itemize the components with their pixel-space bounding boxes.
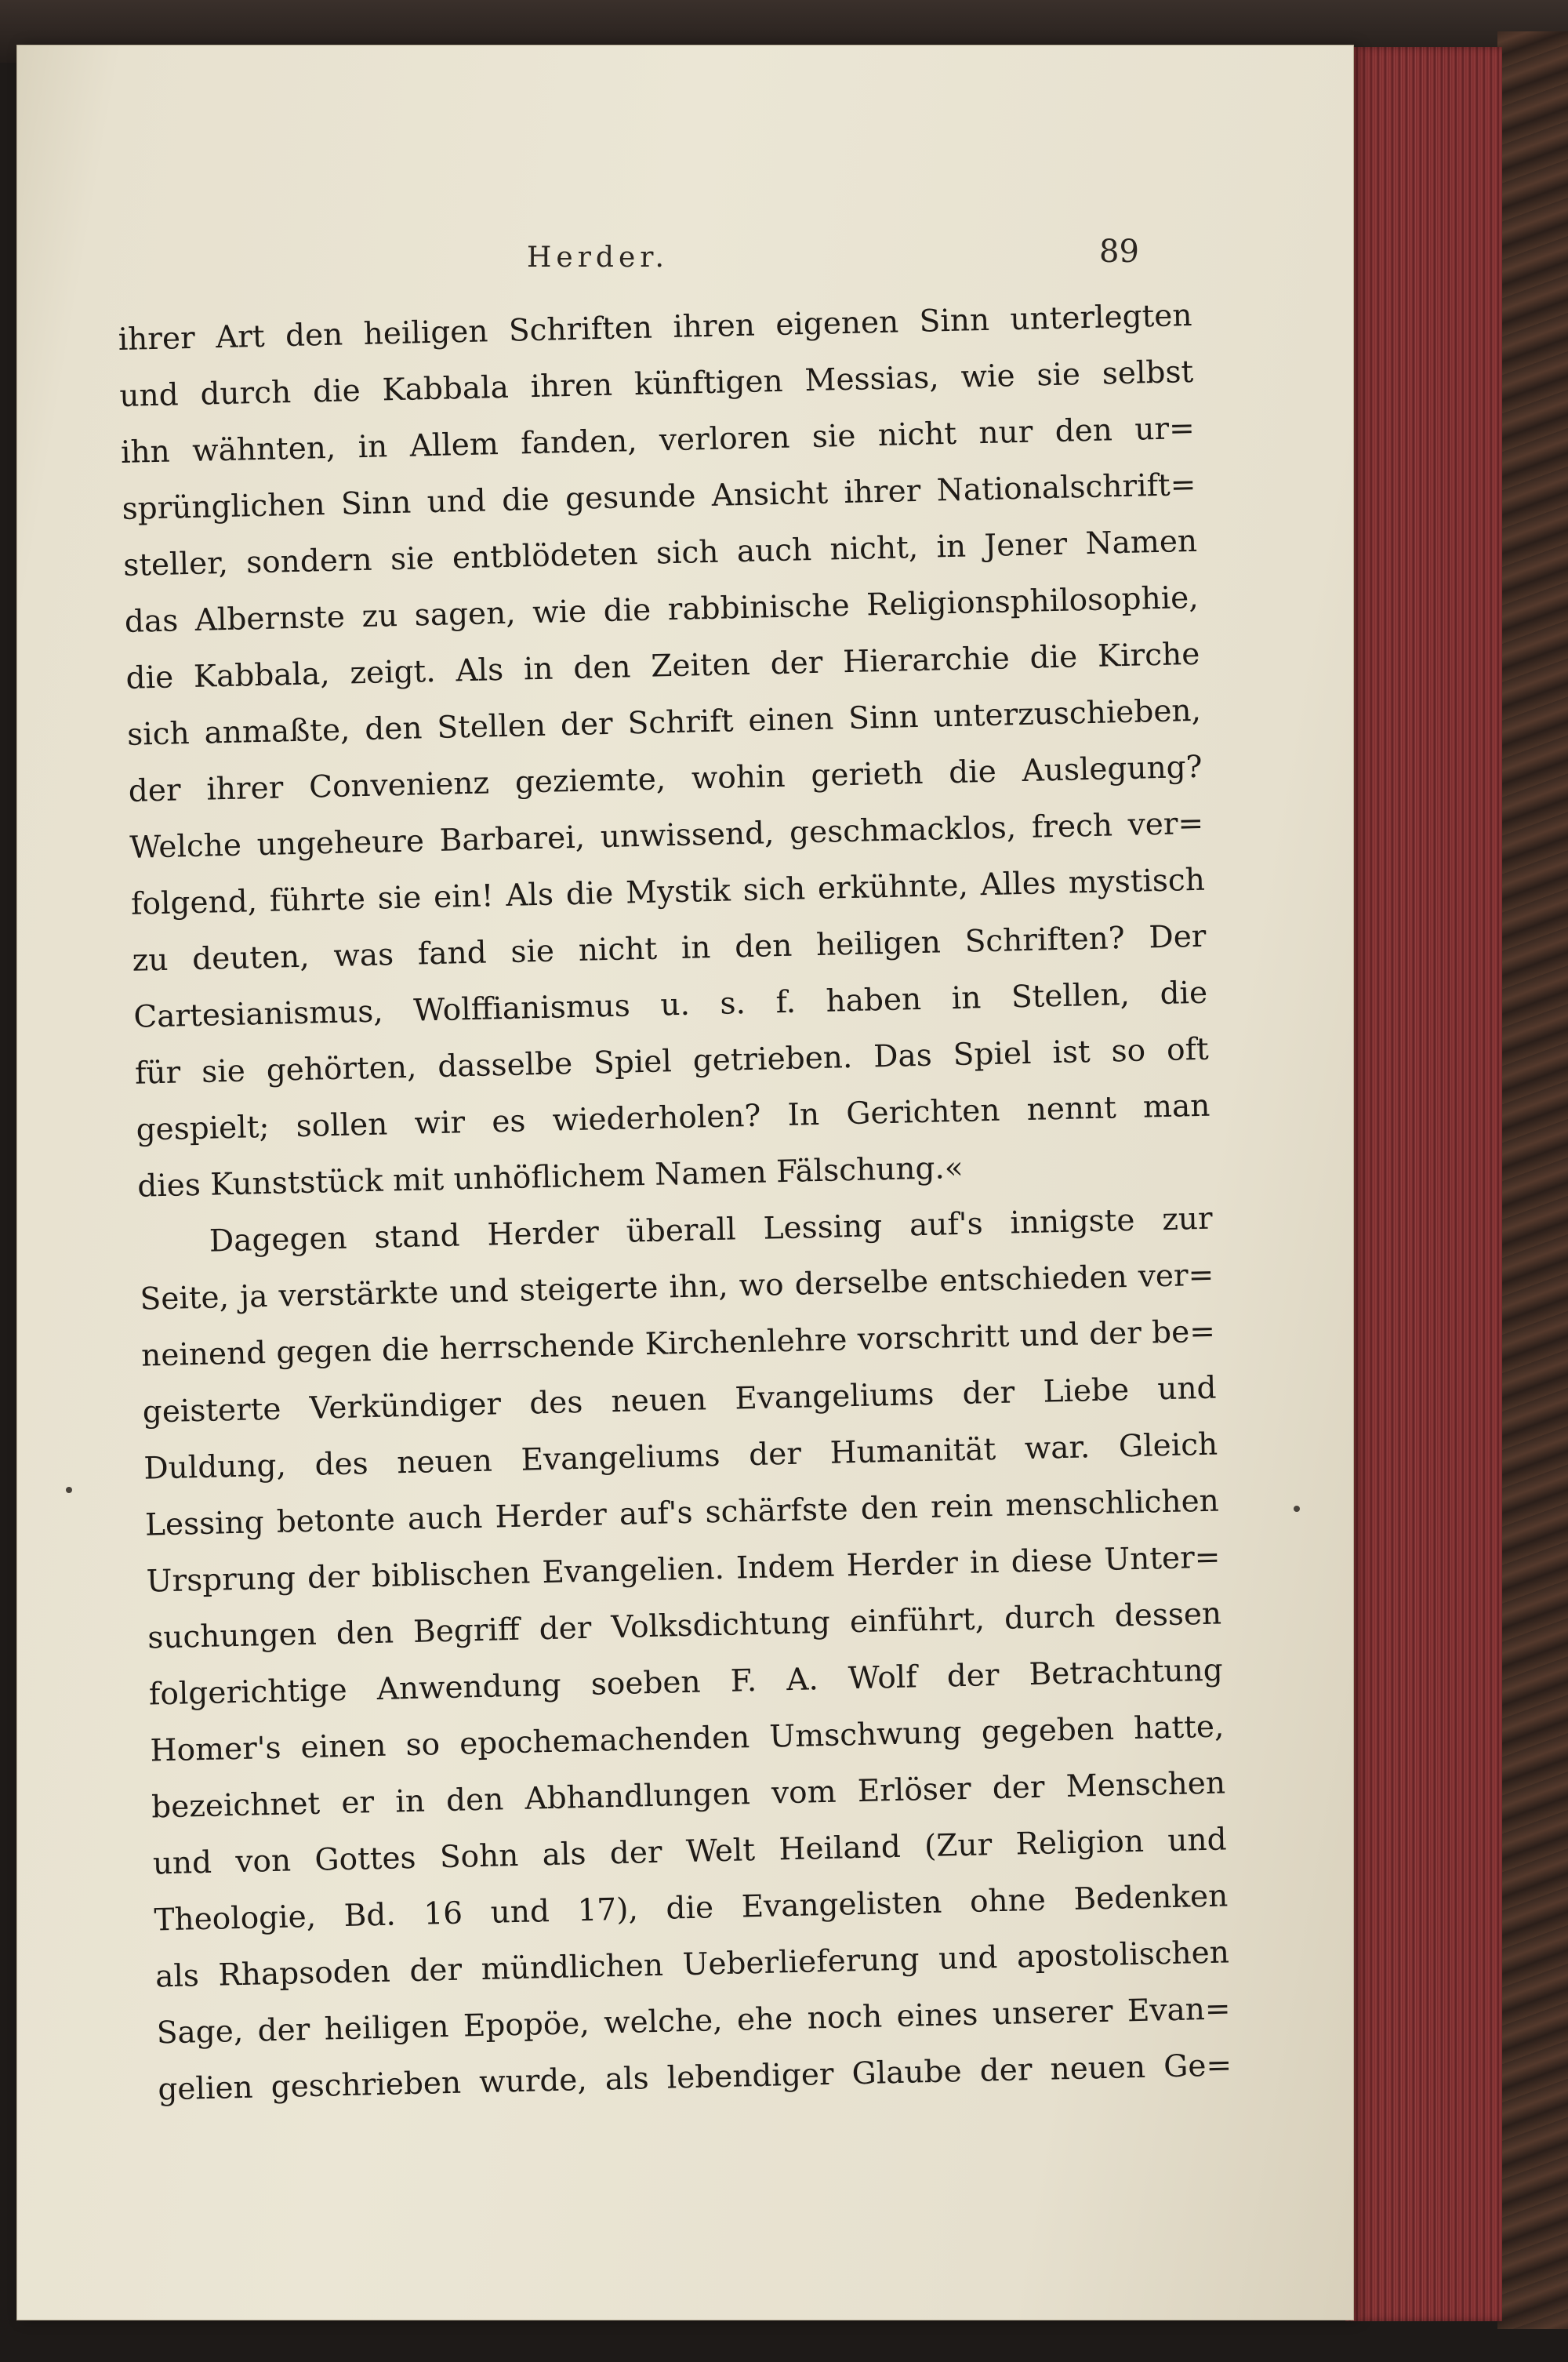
text-line: und von Gottes Sohn als der Welt Heiland (Zur Religion und <box>152 1822 1228 1882</box>
text-line: der ihrer Convenienz geziemte, wohin gerieth die Auslegung? <box>128 749 1203 809</box>
text-line: sich anmaßte, den Stellen der Schrift einen Sinn unterzuschieben, <box>126 692 1202 753</box>
text-line: die Kabbala, zeigt. Als in den Zeiten der Hierarchie die Kirche <box>125 636 1200 696</box>
text-line: und durch die Kabbala ihren künftigen Messias, wie sie selbst <box>118 354 1194 414</box>
text-line: gelien geschrieben wurde, als lebendiger Glaube der neuen Ge= <box>157 2048 1232 2108</box>
text-line: dies Kunststück mit unhöflichem Namen Fälschung.« <box>136 1150 964 1205</box>
paper-speck <box>66 1487 72 1493</box>
text-line: das Albernste zu sagen, wie die rabbinische Religionsphilosophie, <box>124 580 1200 640</box>
text-line: für sie gehörten, dasselbe Spiel getrieben. Das Spiel ist so oft <box>134 1031 1210 1092</box>
text-line: Dagegen stand Herder überall Lessing auf's innigste zur <box>209 1201 1214 1259</box>
text-line: als Rhapsoden der mündlichen Ueberlieferung und apostolischen <box>154 1935 1230 1995</box>
text-line: suchungen den Begriff der Volksdichtung einführt, durch dessen <box>147 1596 1222 1656</box>
book-page <box>17 45 1353 2320</box>
text-line: ihn wähnten, in Allem fanden, verloren sie nicht nur den ur= <box>120 410 1196 471</box>
text-line: Homer's einen so epochemachenden Umschwung gegeben hatte, <box>150 1709 1225 1769</box>
text-line: bezeichnet er in den Abhandlungen vom Erlöser der Menschen <box>151 1765 1226 1826</box>
text-line: zu deuten, was fand sie nicht in den heiligen Schriften? Der <box>132 918 1207 979</box>
text-line: Ursprung der biblischen Evangelien. Indem Herder in diese Unter= <box>146 1539 1221 1600</box>
page-number: 89 <box>1099 234 1139 270</box>
text-line: sprünglichen Sinn und die gesunde Ansicht ihrer Nationalschrift= <box>122 467 1196 527</box>
text-line: Seite, ja verstärkte und steigerte ihn, wo derselbe entschieden ver= <box>140 1257 1214 1317</box>
text-line: ihrer Art den heiligen Schriften ihren eigenen Sinn unterlegten <box>118 297 1192 358</box>
text-line: folgerichtige Anwendung soeben F. A. Wolf der Betrachtung <box>148 1652 1224 1713</box>
text-line: folgend, führte sie ein! Als die Mystik sich erkühnte, Alles mystisch <box>130 862 1206 922</box>
text-line: steller, sondern sie entblödeten sich auch nicht, in Jener Namen <box>122 523 1198 583</box>
text-line: Theologie, Bd. 16 und 17), die Evangelisten ohne Bedenken <box>154 1878 1229 1939</box>
text-line: gespielt; sollen wir es wiederholen? In Gerichten nennt man <box>136 1088 1210 1148</box>
running-head: Herder. <box>527 242 669 274</box>
text-line: Duldung, des neuen Evangeliums der Humanität war. Gleich <box>143 1426 1218 1487</box>
book-cover-right <box>1497 31 1568 2329</box>
text-line: neinend gegen die herrschende Kirchenlehre vorschritt und der be= <box>140 1314 1216 1374</box>
text-line: Lessing betonte auch Herder auf's schärfste den rein menschlichen <box>144 1483 1220 1543</box>
text-line: geisterte Verkündiger des neuen Evangeliums der Liebe und <box>142 1370 1217 1430</box>
page-fore-edge <box>1345 47 1502 2321</box>
paper-speck <box>1294 1506 1300 1512</box>
body-text <box>118 288 1232 2118</box>
text-line: Cartesianismus, Wolffianismus u. s. f. haben in Stellen, die <box>132 975 1208 1035</box>
text-line: Welche ungeheure Barbarei, unwissend, geschmacklos, frech ver= <box>129 805 1204 866</box>
text-line: Sage, der heiligen Epopöe, welche, ehe noch eines unserer Evan= <box>156 1991 1231 2051</box>
